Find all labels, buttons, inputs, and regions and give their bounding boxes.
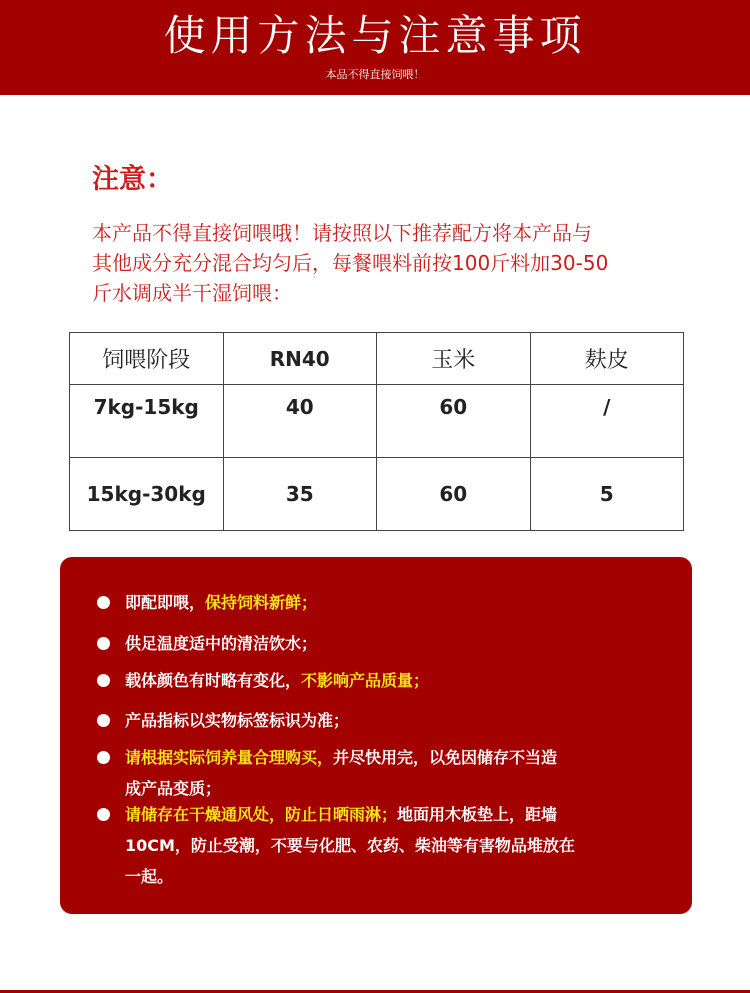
- tip-text: [97, 705, 677, 736]
- header-cell-rn40: RN40: [223, 333, 377, 385]
- bullet-icon: [97, 596, 110, 609]
- tip-text: [97, 628, 677, 659]
- table-cell: 60: [377, 385, 531, 458]
- bullet-icon: [97, 714, 110, 727]
- table-cell: 60: [377, 458, 531, 531]
- table-row: [70, 458, 684, 531]
- bullet-icon: [97, 674, 110, 687]
- tip-text-plain: 成产品变质；: [125, 779, 222, 798]
- header-cell-stage: 饲喂阶段: [70, 333, 224, 385]
- tip-text-plain: 10CM，防止受潮，不要与化肥、农药、柴油等有害物品堆放在: [125, 836, 575, 855]
- tip-text-highlight: 不影响产品质量；: [301, 671, 430, 690]
- feeding-formula-table: [69, 332, 684, 531]
- tip-text-plain: 即配即喂，: [125, 593, 206, 612]
- list-item: [97, 705, 677, 736]
- header-cell-bran: 麸皮: [530, 333, 684, 385]
- tip-text: [97, 742, 677, 804]
- tip-text-plain: 产品指标以实物标签标识为准；: [125, 711, 350, 730]
- page-title: 使用方法与注意事项: [163, 11, 587, 60]
- notice-line: 斤水调成半干湿饲喂：: [92, 281, 292, 305]
- table-cell: 5: [530, 458, 684, 531]
- tip-text-plain: 载体颜色有时略有变化，: [125, 671, 302, 690]
- page-subtitle: 本品不得直接饲喂！: [325, 68, 425, 81]
- bullet-icon: [97, 808, 110, 821]
- notice-body: [92, 218, 672, 308]
- notice-heading: 注意：: [92, 164, 173, 195]
- header-banner: [0, 0, 750, 95]
- tip-text-plain: 一起。: [125, 867, 174, 886]
- table-cell: 40: [223, 385, 377, 458]
- list-item: [97, 742, 677, 804]
- bullet-icon: [97, 637, 110, 650]
- notice-line: 其他成分充分混合均匀后，每餐喂料前按100斤料加30-50: [92, 251, 609, 275]
- tip-text-plain: 并尽快用完，以免因储存不当造: [333, 748, 558, 767]
- tips-list: [60, 557, 692, 914]
- tip-text: [97, 665, 677, 696]
- list-item: [97, 628, 677, 659]
- notice-line: 本产品不得直接饲喂哦！请按照以下推荐配方将本产品与: [92, 221, 592, 245]
- table-header-row: [70, 333, 684, 385]
- table-row: [70, 385, 684, 458]
- list-item: [97, 665, 677, 696]
- tip-text-highlight: 保持饲料新鲜；: [205, 593, 318, 612]
- tip-text-highlight: 请储存在干燥通风处，防止日晒雨淋；: [125, 805, 398, 824]
- bullet-icon: [97, 751, 110, 764]
- header-cell-corn: 玉米: [377, 333, 531, 385]
- tip-text-highlight: 请根据实际饲养量合理购买，: [125, 748, 334, 767]
- list-item: [97, 799, 677, 892]
- tip-text: [97, 587, 677, 618]
- table-cell: 7kg-15kg: [70, 385, 224, 458]
- table-cell: 15kg-30kg: [70, 458, 224, 531]
- table-cell: 35: [223, 458, 377, 531]
- list-item: [97, 587, 677, 618]
- tip-text-plain: 地面用木板垫上，距墙: [397, 805, 558, 824]
- tip-text: [97, 799, 677, 892]
- table-cell: /: [530, 385, 684, 458]
- tip-text-plain: 供足温度适中的清洁饮水；: [125, 634, 318, 653]
- tips-panel: [60, 557, 692, 914]
